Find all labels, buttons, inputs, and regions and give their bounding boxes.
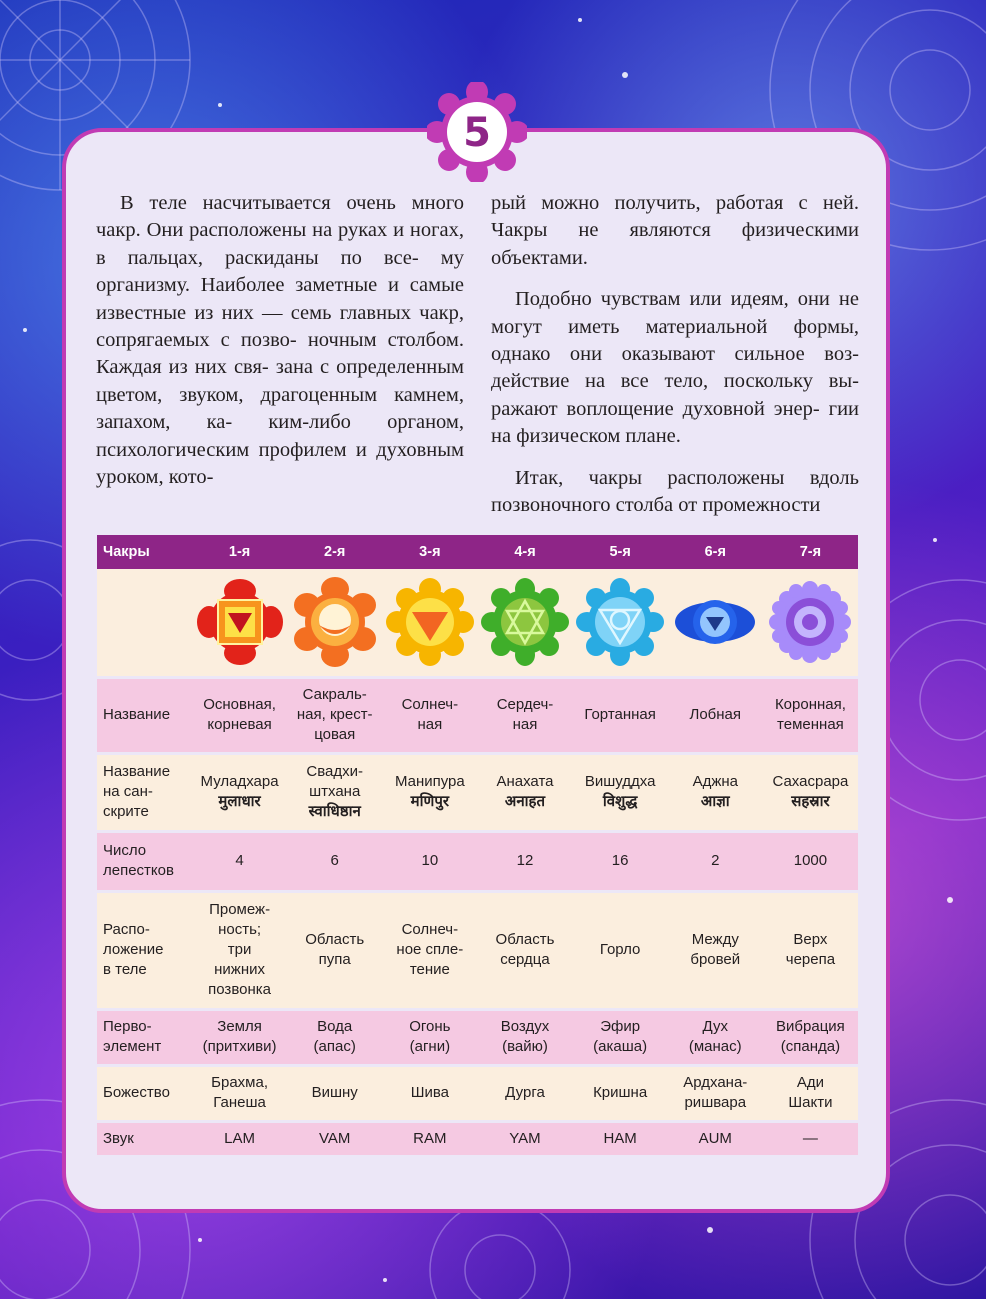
cell-line: Шива [410,1084,449,1101]
table-cell [382,1009,477,1065]
table-cell [192,1065,287,1121]
table-cell [668,891,763,1009]
cell-line: Брахма, [211,1074,268,1091]
text-line: и самые известные из них — семь [96,274,465,324]
cell-line: Сердеч- [496,696,554,713]
cell-line: нижних [214,961,265,978]
muladhara-icon [195,577,285,667]
table-cell [573,1065,668,1121]
text-line: ким-либо органом, психологическим [96,411,465,461]
text-line: Чакры не являются физическими [491,219,859,242]
ajna-icon [670,577,760,667]
cell-line: Горло [599,941,641,958]
cell-line: Перво- [103,1018,152,1035]
table-cell [192,677,287,753]
vishuddha-icon [575,577,665,667]
row-label [97,1009,192,1065]
table-cell [287,1065,382,1121]
cell-line: (притхиви) [202,1038,277,1055]
table-cell: LAM [192,1121,287,1155]
cell-line: ная [417,716,443,733]
cell-line: Кришна [593,1084,648,1101]
row-label [97,753,192,831]
table-cell [477,753,572,831]
column-header: 5-я [573,535,668,569]
table-cell: HAM [573,1121,668,1155]
cell-line: (вайю) [502,1038,548,1055]
table-cell [573,753,668,831]
table-cell [763,1065,858,1121]
paragraph-location [491,465,859,520]
page-number: 5 [463,110,491,156]
cell-line: Шакти [788,1094,833,1111]
cell-line: Солнеч- [401,921,459,938]
table-cell [477,891,572,1009]
manipura-icon [385,577,475,667]
table-cell [573,891,668,1009]
cell-line: Ади [796,1074,824,1091]
cell-line: Божество [103,1084,170,1101]
text-line: зана с определенным цветом, звуком, [96,356,465,406]
cell-line: Манипура [394,773,465,790]
header-label: Чакры [97,535,192,569]
table-cell [477,1065,572,1121]
text-line: ражают воплощение духовной энер- [491,397,820,420]
cell-line: бровей [690,951,741,968]
cell-line: Название [103,763,171,780]
cell-line: сердца [500,951,550,968]
cell-line: Область [305,931,365,948]
text-column-right [491,190,859,519]
cell-line: Звук [103,1129,134,1147]
cell-line: ное спле- [396,941,464,958]
table-cell: 10 [382,831,477,891]
row-element [97,1009,858,1065]
cell-line: Воздух [500,1018,550,1035]
row-label [97,1065,192,1121]
row-label: Название [97,677,192,753]
cell-line: в теле [103,961,147,978]
cell-line: три [227,941,252,958]
sahasrara-icon [765,577,855,667]
chakra-table [97,535,858,1155]
cell-line: цовая [314,726,356,743]
cell-line: Свадхи- [306,763,364,780]
row-deity [97,1065,858,1121]
text-line: Итак, чакры расположены вдоль [515,466,859,489]
text-line: ночным столбом. Каждая из них свя- [96,329,464,379]
table-header-row [97,535,858,569]
table-cell [192,891,287,1009]
paragraph-intro [96,190,464,491]
table-cell [287,677,382,753]
cell-line: Промеж- [209,901,271,918]
cell-line: ришвара [684,1094,747,1111]
cell-line: Ганеша [213,1094,266,1111]
row-name [97,677,858,753]
table-cell: YAM [477,1121,572,1155]
table-cell: RAM [382,1121,477,1155]
table-cell [668,677,763,753]
cell-line: на сан- [103,783,153,800]
cell-line: позвонка [208,981,271,998]
row-label [97,891,192,1009]
table-cell [287,1009,382,1065]
table-cell [763,753,858,831]
text-line: объектами. [491,246,588,269]
text-line: ногах, в пальцах, раскиданы по все- [96,219,464,269]
table-cell [287,891,382,1009]
paragraph-continuation [491,190,859,272]
cell-line: Лобная [689,706,742,723]
cell-line: Сакраль- [302,686,367,703]
table-cell [287,753,382,831]
table-cell: 1000 [763,831,858,891]
cell-line: Муладхара [200,773,279,790]
cell-line: ная, крест- [296,706,373,723]
text-line: В теле насчитывается очень много [120,192,464,214]
row-location [97,891,858,1009]
table-cell: 6 [287,831,382,891]
table-cell: 16 [573,831,668,891]
text-column-left [96,190,464,491]
row-sanskrit [97,753,858,831]
column-header: 7-я [763,535,858,569]
row-label [97,1121,192,1155]
cell-line: Вишну [311,1084,358,1101]
column-header: 2-я [287,535,382,569]
anahata-icon [480,577,570,667]
cell-line: Земля [217,1018,262,1035]
cell-line: черепа [785,951,836,968]
table-cell: VAM [287,1121,382,1155]
cell-line: Огонь [409,1018,451,1035]
cell-line: лепестков [103,862,174,879]
text-line: му организму. Наиболее заметные [96,246,464,297]
text-line: главных чакр, сопрягаемых с позво- [96,301,465,352]
cell-line: Основная, [203,696,276,713]
cell-line: корневая [207,716,272,733]
cell-line: Коронная, [774,696,846,713]
cell-line: штхана [309,783,361,800]
table-cell: 4 [192,831,287,891]
table-cell [763,1009,858,1065]
table-cell [573,1009,668,1065]
devanagari-name: आज्ञा [700,793,730,810]
cell-line: Эфир [600,1018,641,1035]
column-header: 4-я [477,535,572,569]
text-line: чакр. Они расположены на руках и [96,219,405,242]
svadhisthana-icon [290,577,380,667]
cell-line: Ардхана- [683,1074,748,1091]
cell-line: ложение [103,941,164,958]
cell-line: ность; [218,921,262,938]
table-cell: 12 [477,831,572,891]
row-petals [97,831,858,891]
table-cell [477,1009,572,1065]
text-line: однако они оказывают сильное воз- [491,343,859,366]
cell-line: Сахасрара [772,773,849,790]
symbols-row [97,569,858,677]
table-cell [382,1065,477,1121]
table-cell [763,891,858,1009]
cell-line: элемент [103,1038,162,1055]
column-header: 1-я [192,535,287,569]
devanagari-name: सहस्रार [791,793,830,810]
devanagari-name: मुलाधार [218,793,261,810]
table-cell [668,753,763,831]
cell-line: тение [409,961,450,978]
cell-line: Вишуддха [584,773,656,790]
paragraph-material-form [491,286,859,450]
cell-line: (манас) [688,1038,742,1055]
table-cell: — [763,1121,858,1155]
cell-line: (спанда) [780,1038,841,1055]
text-line: профилем и духовным уроком, кото- [96,438,465,489]
cell-line: Гортанная [584,706,656,723]
text-line: драгоценным камнем, запахом, ка- [96,383,465,434]
cell-line: Область [495,931,555,948]
table-cell: AUM [668,1121,763,1155]
table-cell [382,677,477,753]
text-line: Подобно чувствам или идеям, они [515,288,830,311]
table-cell [477,677,572,753]
cell-line: скрите [103,803,149,820]
page-number-badge [427,82,527,182]
cell-line: ная [512,716,538,733]
cell-line: теменная [777,716,844,733]
devanagari-name: विशुद्ध [602,793,638,810]
row-sound [97,1121,858,1155]
cell-line: Между [691,931,739,948]
table-cell [382,891,477,1009]
text-line: не могут иметь материальной формы, [491,288,859,338]
cell-line: Число [103,842,147,859]
text-line: гии на физическом плане. [491,397,860,448]
table-cell [668,1009,763,1065]
text-line: рый можно получить, работая с ней. [491,192,859,214]
cell-line: Дух [702,1018,729,1035]
text-line: действие на все тело, поскольку вы- [491,370,859,393]
cell-line: (акаша) [593,1038,648,1055]
column-header: 6-я [668,535,763,569]
devanagari-name: स्वाधिष्ठान [308,803,361,820]
cell-line: (апас) [313,1038,356,1055]
table-cell [668,1065,763,1121]
table-cell [382,753,477,831]
cell-line: Распо- [103,921,150,938]
cell-line: Верх [793,931,828,948]
table-cell [192,1009,287,1065]
table-cell [573,677,668,753]
table-cell: 2 [668,831,763,891]
column-header: 3-я [382,535,477,569]
cell-line: Дурга [505,1084,545,1101]
row-label [97,831,192,891]
cell-line: Солнеч- [401,696,459,713]
devanagari-name: मणिपुर [410,793,450,810]
cell-line: (агни) [409,1038,451,1055]
cell-line: Аджна [692,773,738,790]
cell-line: Вода [317,1018,353,1035]
table-cell [192,753,287,831]
devanagari-name: अनाहत [504,793,546,810]
cell-line: Вибрация [776,1018,845,1035]
cell-line: Анахата [496,773,554,790]
table-cell [763,677,858,753]
cell-line: пупа [318,951,351,968]
text-line: позвоночного столба от промежности [491,494,821,517]
